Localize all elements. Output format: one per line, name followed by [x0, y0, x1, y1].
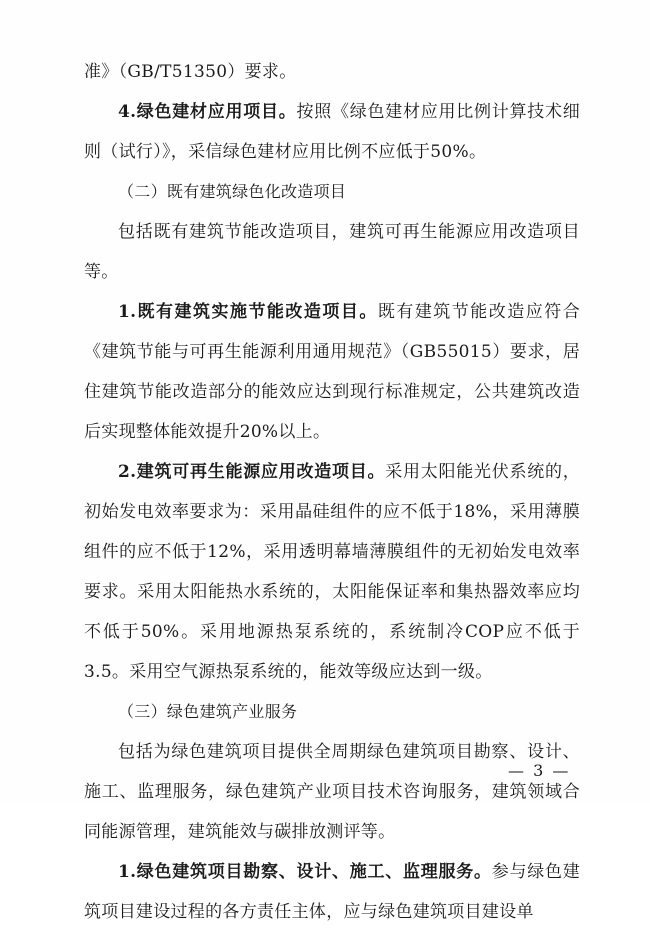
- paragraph-retrofit-scope: [84, 212, 580, 292]
- section-heading-retrofit: （二）既有建筑绿色化改造项目: [118, 182, 347, 201]
- paragraph-energy-retrofit: [84, 292, 580, 452]
- paragraph-continuation: [84, 52, 580, 92]
- paragraph-text: 准》（GB/T51350）要求。: [84, 62, 297, 82]
- item-heading: 2.建筑可再生能源应用改造项目。: [118, 462, 386, 482]
- page-number: — 3 —: [508, 761, 571, 780]
- item-heading: 4.绿色建材应用项目。: [118, 102, 297, 122]
- paragraph-text: 既有建筑节能改造应符合《建筑节能与可再生能源利用通用规范》（GB55015）要求，居住建筑节能改造部分的能效应达到现行标准规定，公共建筑改造后实现整体能效提升20%以上。: [84, 302, 580, 442]
- section-heading-services: （三）绿色建筑产业服务: [118, 702, 298, 721]
- paragraph-services-scope: [84, 732, 580, 852]
- paragraph-text: 按照《绿色建材应用比例计算技术细则（试行）》，采信绿色建材应用比例不应低于50%。: [84, 102, 580, 162]
- item-heading: 1.既有建筑实施节能改造项目。: [118, 302, 378, 322]
- paragraph-text: 包括既有建筑节能改造项目，建筑可再生能源应用改造项目等。: [84, 222, 580, 282]
- document-body: [84, 52, 580, 932]
- paragraph-survey-design: [84, 852, 580, 932]
- paragraph-renewable-retrofit: [84, 452, 580, 692]
- paragraph-text: 包括为绿色建筑项目提供全周期绿色建筑项目勘察、设计、施工、监理服务，绿色建筑产业项目技术咨询服务，建筑领域合同能源管理，建筑能效与碳排放测评等。: [84, 742, 580, 842]
- paragraph-green-materials: [84, 92, 580, 172]
- paragraph-text: 采用太阳能光伏系统的，初始发电效率要求为：采用晶硅组件的应不低于18%，采用薄膜组件的应不低于12%，采用透明幕墙薄膜组件的无初始发电效率要求。采用太阳能热水系统的，太阳能保证率和集热器效率应均不低于50%。采用地源热泵系统的，系统制冷COP应不低于3.5。采用空气源热泵系统的，能效等级应达到一级。: [84, 462, 580, 682]
- paragraph-text: 参与绿色建筑项目建设过程的各方责任主体，应与绿色建筑项目建设单: [84, 862, 581, 922]
- item-heading: 1.绿色建筑项目勘察、设计、施工、监理服务。: [118, 862, 492, 882]
